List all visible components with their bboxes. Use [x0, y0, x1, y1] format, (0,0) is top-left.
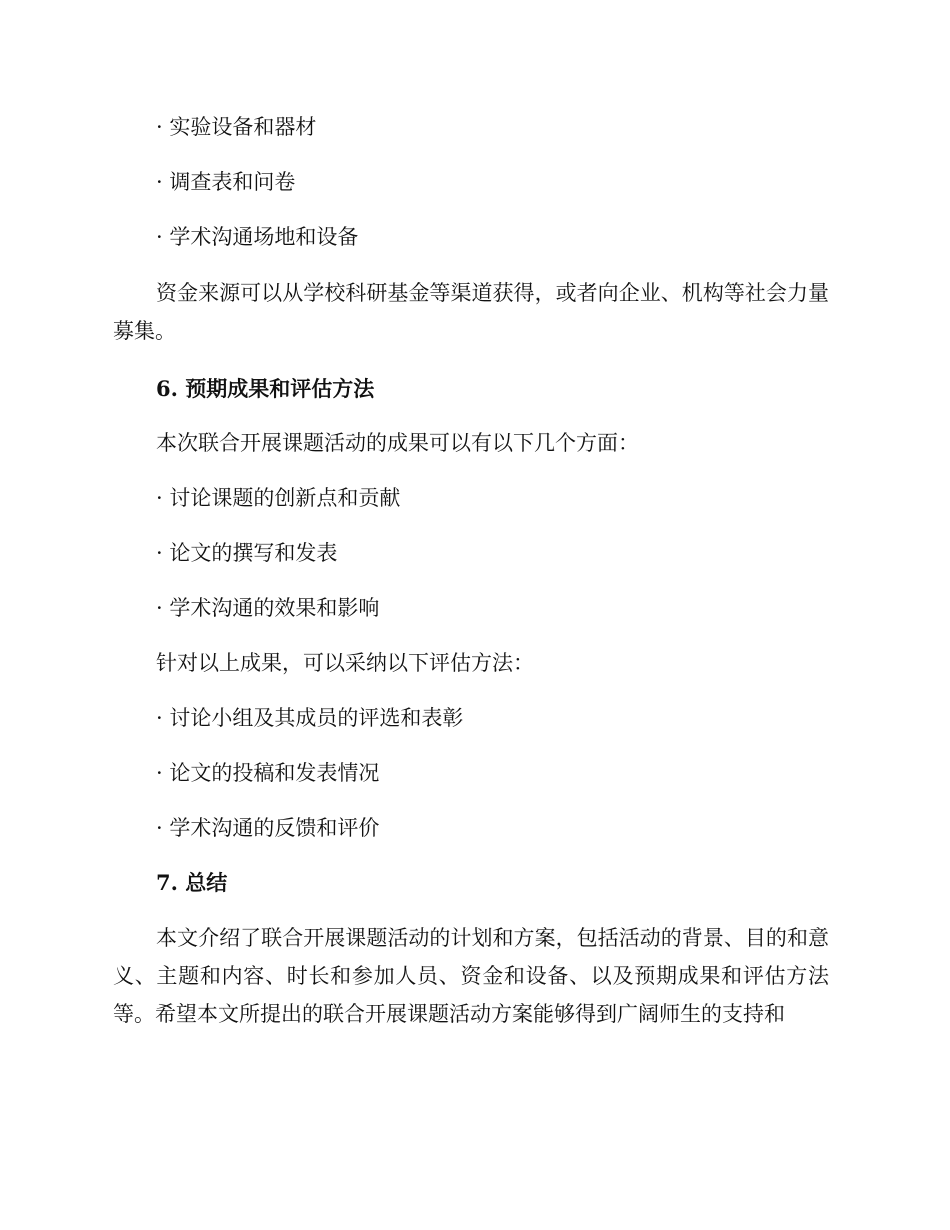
evaluation-item-feedback: · 学术沟通的反馈和评价 [156, 816, 380, 840]
list-item-equipment: · 实验设备和器材 [156, 115, 317, 139]
outcome-item-innovation: · 讨论课题的创新点和贡献 [156, 486, 401, 510]
evaluation-item-selection: · 讨论小组及其成员的评选和表彰 [156, 706, 464, 730]
list-item-survey: · 调查表和问卷 [156, 170, 296, 194]
outcome-item-communication: · 学术沟通的效果和影响 [156, 596, 380, 620]
section-6-heading: 6. 预期成果和评估方法 [156, 376, 375, 401]
funding-paragraph: 资金来源可以从学校科研基金等渠道获得，或者向企业、机构等社会力量募集。 [113, 281, 829, 343]
summary-paragraph: 本文介绍了联合开展课题活动的计划和方案，包括活动的背景、目的和意义、主题和内容、时长和参加人员、资金和设备、以及预期成果和评估方法等。希望本文所提出的联合开展课题活动方案能够得到广阔师生的支持和 [113, 926, 829, 1026]
section-7-heading: 7. 总结 [156, 870, 228, 895]
evaluation-intro: 针对以上成果，可以采纳以下评估方法： [156, 651, 534, 675]
outcome-item-paper: · 论文的撰写和发表 [156, 541, 338, 565]
evaluation-item-submission: · 论文的投稿和发表情况 [156, 761, 380, 785]
outcomes-intro: 本次联合开展课题活动的成果可以有以下几个方面： [156, 431, 639, 455]
list-item-venue: · 学术沟通场地和设备 [156, 225, 359, 249]
